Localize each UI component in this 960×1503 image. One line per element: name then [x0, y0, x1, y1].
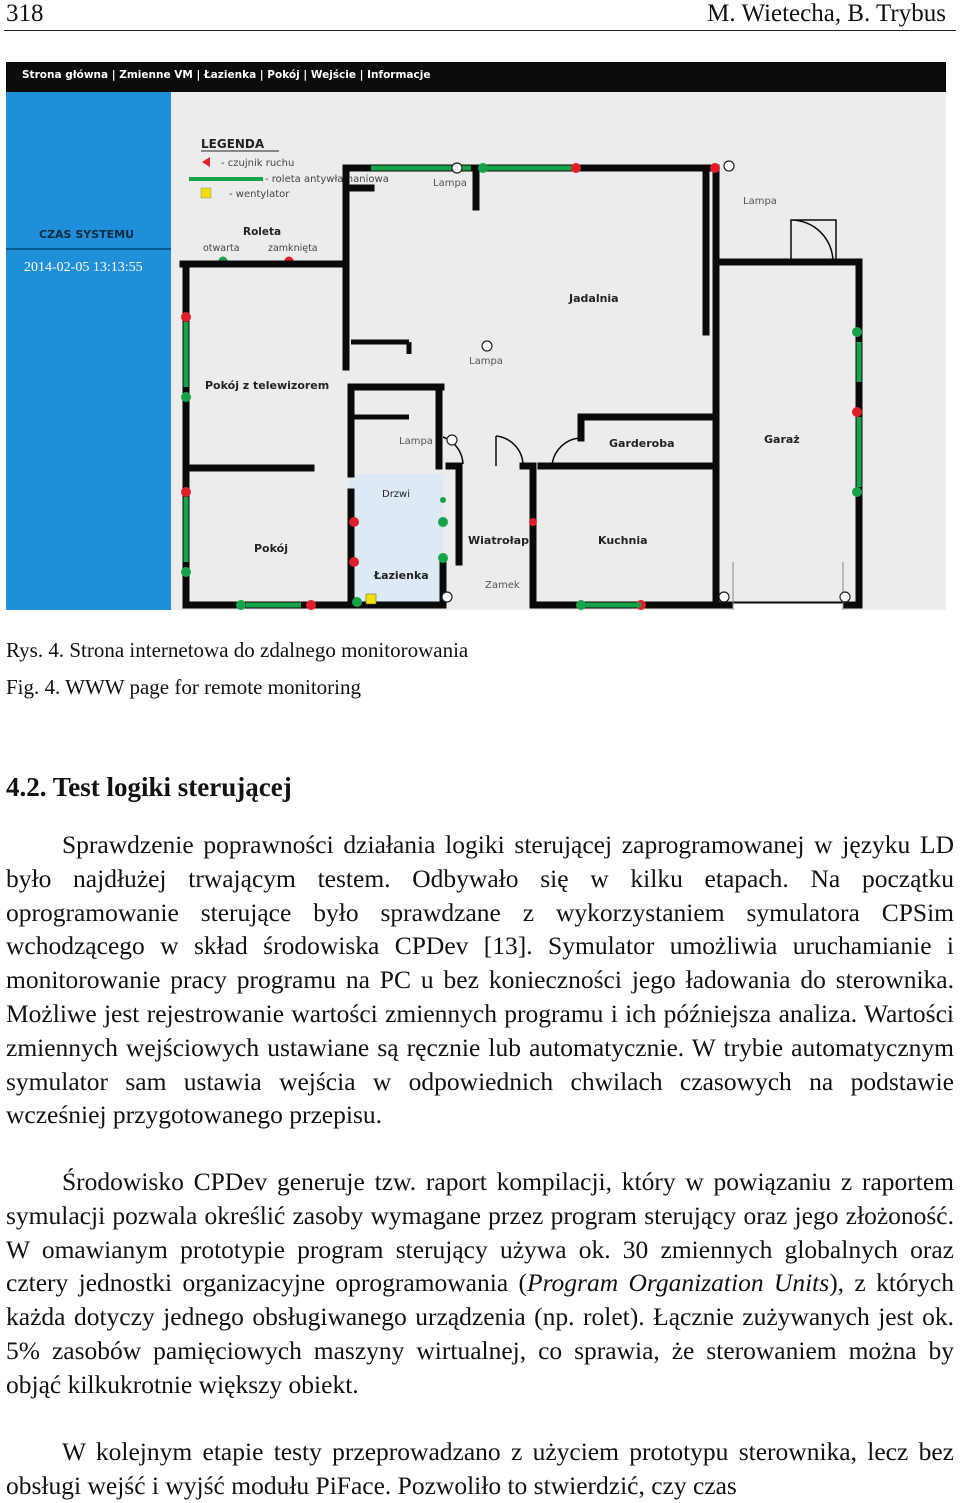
sidebar: [6, 92, 171, 610]
blind-marker: [852, 407, 862, 417]
legend-item-motion: - czujnik ruchu: [221, 158, 295, 169]
lamp-label: Lampa: [399, 436, 433, 447]
paragraph-3: [6, 1435, 954, 1503]
blind-marker: [236, 600, 246, 610]
blind-marker: [852, 327, 862, 337]
paragraph-2-text-a: Środowisko CPDev generuje tzw. raport kompilacji, który w powiązaniu z raportem symulacji pozwala określić zasoby wymagane przez program sterujący oraz jego złożoność. W omawianym prototypie program sterujący używa ok. 30 zmiennych globalnych oraz cztery jednostki organizacyjne oprogramowania (: [6, 1167, 954, 1298]
legend-title: LEGENDA: [201, 137, 265, 151]
blind-marker: [181, 487, 191, 497]
room-label-wardrobe: Garderoba: [609, 437, 675, 450]
lamp-label: Lampa: [433, 178, 467, 189]
room-label-bathroom: Łazienka: [374, 569, 429, 582]
figure-caption-pl: Rys. 4. Strona internetowa do zdalnego monitorowania: [6, 638, 469, 662]
room-label-garage: Garaż: [764, 433, 800, 446]
paragraph-3-text: W kolejnym etapie testy przeprowadzano z użyciem prototypu sterownika, lecz bez obsługi wejść i wyjść modułu PiFace. Pozwoliło to stwierdzić, czy czas: [6, 1437, 954, 1500]
blind-marker: [710, 163, 720, 173]
paragraph-1-text: Sprawdzenie poprawności działania logiki sterującej zaprogramowanej w języku LD było najdłużej trwającym testem. Odbywało się w kilku etapach. Na początku oprogramowanie sterujące było sprawdzane z wykorzystaniem symulatora CPSim wchodzącego w skład środowiska CPDev [13]. Symulator umożliwia uruchamianie i monitorowanie pracy programu na PC u bez konieczności jego ładowania do sterownika. Możliwe jest rejestrowanie wartości zmiennych programu i ich późniejsza analiza. Wartości zmiennych wejściowych ustawiane są ręcznie lub automatycznie. W trybie automatycznym symulator sam ustawia wejścia w odpowiednich chwilach czasowych na podstawie wcześniej przygotowanego przepisu.: [6, 830, 954, 1130]
blind-marker: [571, 163, 581, 173]
legend-item-roller: - roleta antywłamaniowa: [265, 174, 389, 185]
lamp-icon: [724, 161, 734, 171]
fan-icon: [366, 594, 376, 604]
blind-marker: [181, 312, 191, 322]
paragraph-2-text-b: ), z których każda dotyczy jednego obsługiwanego urządzenia (np. rolet). Łącznie zużywanych jest ok. 5% zasobów pamięciowych maszyny wirtualnej, co sprawia, że sterowaniem można by objąć kilkukrotnie większy obiekt.: [6, 1268, 954, 1399]
sidebar-divider: [6, 248, 171, 250]
blind-marker: [440, 497, 446, 503]
floor-plan: [171, 92, 946, 610]
blind-marker: [181, 392, 191, 402]
legend-item-fan: - wentylator: [229, 189, 290, 200]
roller-open-label: otwarta: [203, 243, 240, 254]
room-label-kitchen: Kuchnia: [598, 534, 648, 547]
running-head-authors: M. Wietecha, B. Trybus: [707, 0, 946, 27]
roller-closed-label: zamknięta: [268, 243, 318, 254]
section-heading: 4.2. Test logiki sterującej: [6, 772, 292, 802]
room-label-tv: Pokój z telewizorem: [205, 379, 330, 392]
blind-marker: [438, 517, 448, 527]
roller-legend-title: Roleta: [243, 226, 282, 238]
lamp-icon: [840, 592, 850, 602]
lamp-icon: [482, 341, 492, 351]
blind-marker: [852, 487, 862, 497]
nav-bar[interactable]: Strona główna | Zmienne VM | Łazienka | Pokój | Wejście | Informacje: [6, 62, 946, 92]
blind-marker: [352, 597, 362, 607]
lamp-icon: [447, 435, 457, 445]
blind-marker: [306, 600, 316, 610]
lamp-label: Lampa: [469, 356, 503, 367]
paragraph-2-emphasis: Program Organization Units: [527, 1268, 830, 1298]
lamp-icon: [452, 163, 462, 173]
lamp-icon: [442, 592, 452, 602]
paragraph-1: [6, 828, 954, 1132]
blind-marker: [349, 557, 359, 567]
figure-caption-en: Fig. 4. WWW page for remote monitoring: [6, 675, 361, 699]
lock-label: Zamek: [485, 580, 520, 591]
figure-screenshot: [6, 62, 946, 610]
fan-legend-icon: [201, 188, 211, 198]
room-label-dining: Jadalnia: [569, 292, 619, 305]
system-time-value: 2014-02-05 13:13:55: [24, 260, 143, 275]
system-time-label: CZAS SYSTEMU: [39, 228, 135, 241]
blind-marker: [181, 567, 191, 577]
page-number: 318: [6, 0, 44, 27]
blind-marker: [349, 517, 359, 527]
blind-marker: [529, 518, 537, 526]
room-label-room: Pokój: [254, 542, 288, 555]
paragraph-2: [6, 1165, 954, 1402]
lamp-label: Lampa: [743, 196, 777, 207]
header-rule: [4, 30, 956, 31]
page-header: [0, 0, 960, 30]
lamp-icon: [719, 592, 729, 602]
room-label-vestibule: Wiatrołap: [468, 534, 529, 547]
blind-marker: [438, 553, 448, 563]
door-label: Drzwi: [382, 489, 411, 500]
